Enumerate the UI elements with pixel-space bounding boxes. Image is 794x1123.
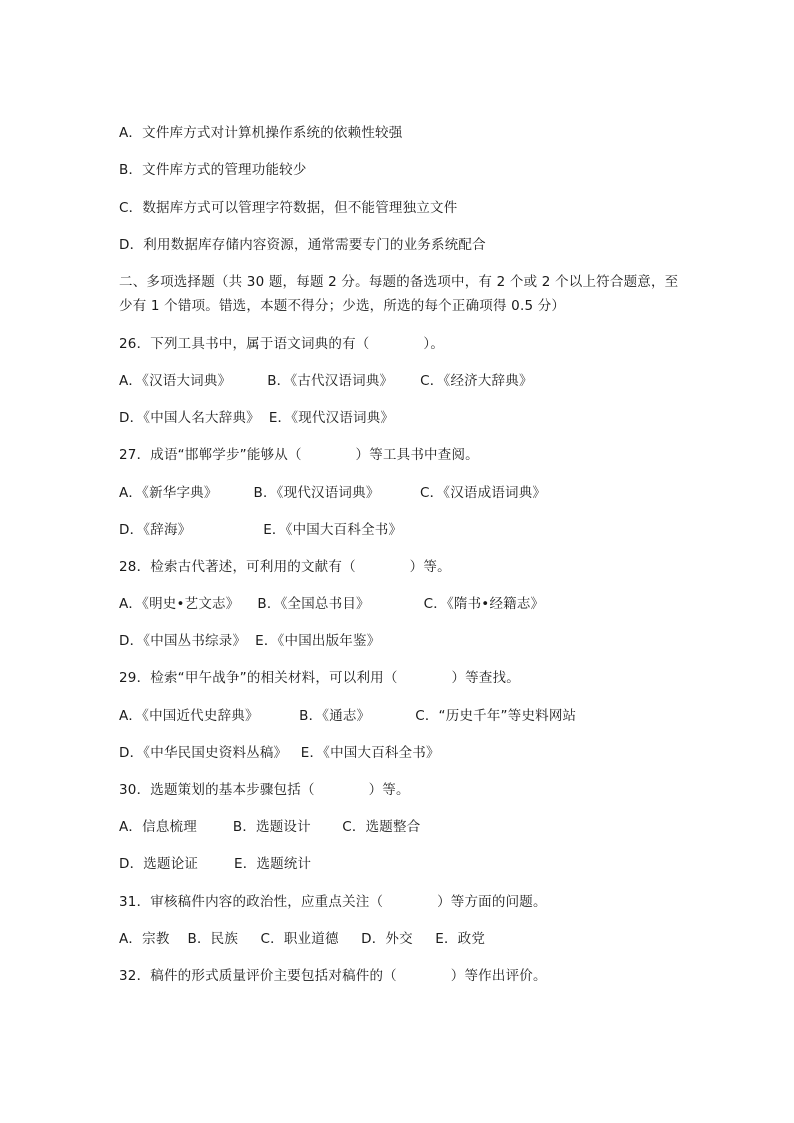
question-29-options-1: A．《中国近代史辞典》 B．《通志》 C．“历史千年”等史料网站 [119, 708, 577, 724]
option-b-line: B．文件库方式的管理功能较少 [119, 162, 307, 178]
question-31: 31．审核稿件内容的政治性，应重点关注（ ）等方面的问题。 [119, 894, 547, 910]
question-26-options-2: D．《中国人名大辞典》 E．《现代汉语词典》 [119, 410, 395, 426]
option-a-line: A．文件库方式对计算机操作系统的依赖性较强 [119, 125, 403, 141]
question-30-options-2: D．选题论证 E．选题统计 [119, 856, 312, 872]
question-29: 29．检索“甲午战争”的相关材料，可以利用（ ）等查找。 [119, 670, 520, 686]
question-27-options-2: D．《辞海》 E．《中国大百科全书》 [119, 522, 403, 538]
question-32: 32．稿件的形式质量评价主要包括对稿件的（ ）等作出评价。 [119, 968, 547, 984]
question-27-options-1: A．《新华字典》 B．《现代汉语词典》 C．《汉语成语词典》 [119, 485, 547, 501]
question-26: 26．下列工具书中，属于语文词典的有（ ）。 [119, 336, 445, 352]
question-28-options-2: D．《中国丛书综录》 E．《中国出版年鉴》 [119, 633, 381, 649]
question-30-options-1: A．信息梳理 B．选题设计 C．选题整合 [119, 819, 421, 835]
question-28: 28．检索古代著述，可利用的文献有（ ）等。 [119, 559, 451, 575]
question-31-options: A．宗教 B．民族 C．职业道德 D．外交 E．政党 [119, 931, 486, 947]
question-30: 30．选题策划的基本步骤包括（ ）等。 [119, 782, 410, 798]
question-28-options-1: A．《明史•艺文志》 B．《全国总书目》 C．《隋书•经籍志》 [119, 596, 545, 612]
question-29-options-2: D．《中华民国史资料丛稿》 E．《中国大百科全书》 [119, 745, 440, 761]
section-heading: 二、多项选择题（共 30 题，每题 2 分。每题的备选项中，有 2 个或 2 个以上符合题意，至少有 1 个错项。错选，本题不得分；少选，所选的每个正确项得 0.5 分） [119, 274, 679, 314]
option-d-line: D．利用数据库存储内容资源，通常需要专门的业务系统配合 [119, 237, 486, 253]
question-27: 27．成语“邯郸学步”能够从（ ）等工具书中查阅。 [119, 447, 479, 463]
question-26-options-1: A．《汉语大词典》 B．《古代汉语词典》 C．《经济大辞典》 [119, 373, 533, 389]
option-c-line: C．数据库方式可以管理字符数据，但不能管理独立文件 [119, 200, 458, 216]
